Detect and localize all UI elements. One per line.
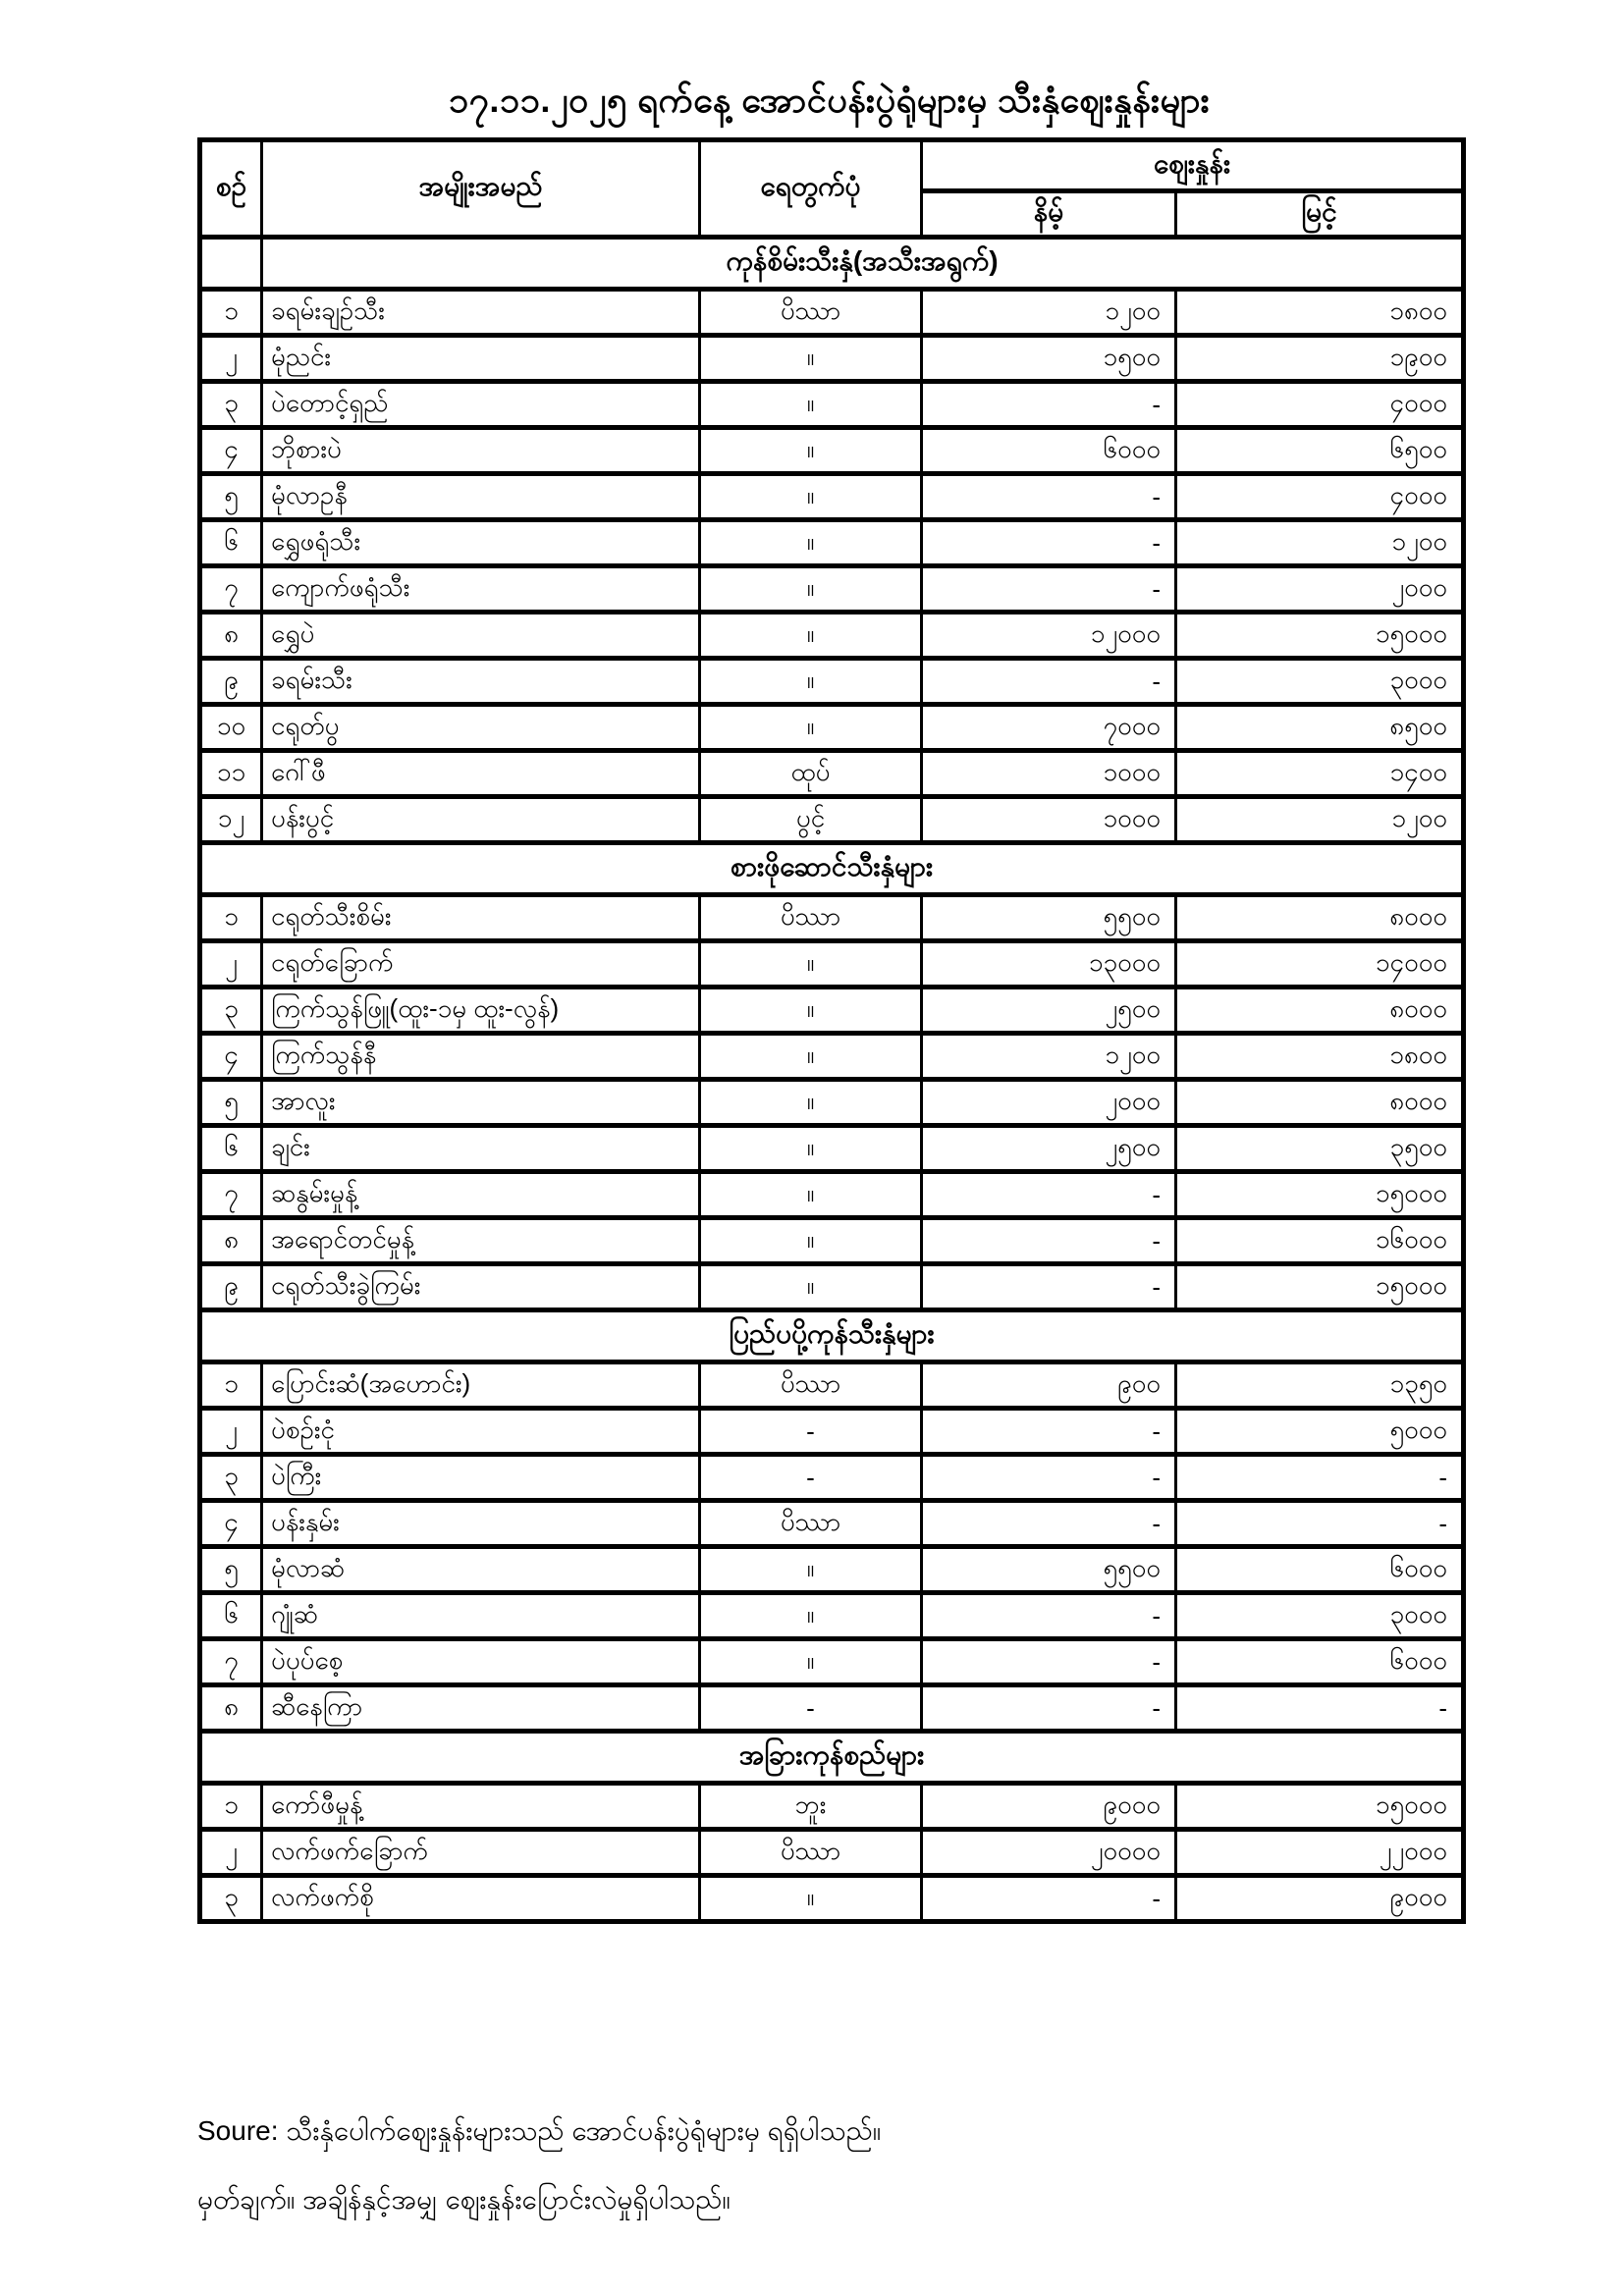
- table-row: [200, 797, 1464, 843]
- table-row: [200, 336, 1464, 382]
- col-header-low: နိမ့်: [922, 191, 1176, 238]
- table-row: [200, 474, 1464, 520]
- cell-item-name: ငရုတ်ပွ: [262, 705, 700, 751]
- cell-price-low: -: [922, 1264, 1176, 1310]
- cell-price-low: -: [922, 659, 1176, 705]
- cell-price-high: ၁၄၀၀: [1176, 751, 1464, 797]
- cell-serial: ၁၂: [200, 797, 262, 843]
- cell-price-low: -: [922, 1172, 1176, 1218]
- cell-price-high: ၁၅၀၀၀: [1176, 613, 1464, 659]
- cell-price-low: ၁၀၀၀: [922, 797, 1176, 843]
- cell-serial: ၄: [200, 1034, 262, 1080]
- table-row: [200, 895, 1464, 941]
- cell-serial: ၇: [200, 566, 262, 613]
- cell-price-high: ၆၀၀၀: [1176, 1639, 1464, 1685]
- cell-price-low: ၂၀၀၀: [922, 1080, 1176, 1126]
- cell-price-low: -: [922, 382, 1176, 428]
- cell-serial: ၆: [200, 1593, 262, 1639]
- cell-serial: ၈: [200, 613, 262, 659]
- col-header-unit: ရေတွက်ပုံ: [700, 140, 922, 238]
- cell-price-low: ၉၀၀၀: [922, 1784, 1176, 1830]
- cell-serial: ၃: [200, 1876, 262, 1922]
- cell-unit: ။: [700, 1218, 922, 1264]
- cell-price-low: -: [922, 1685, 1176, 1732]
- cell-serial: ၁၀: [200, 705, 262, 751]
- cell-price-low: ၅၅၀၀: [922, 1547, 1176, 1593]
- cell-unit: ။: [700, 705, 922, 751]
- cell-serial: ၈: [200, 1685, 262, 1732]
- cell-price-low: -: [922, 520, 1176, 566]
- cell-serial: ၁: [200, 1784, 262, 1830]
- cell-serial: ၂: [200, 941, 262, 988]
- page-title: ၁၇.၁၁.၂၀၂၅ ရက်နေ့ အောင်ပန်းပွဲရုံများမှ သီးနှံဈေးနှုန်းများ: [448, 80, 1211, 120]
- cell-serial: ၁၁: [200, 751, 262, 797]
- cell-serial: ၃: [200, 382, 262, 428]
- cell-price-low: ၁၂၀၀: [922, 1034, 1176, 1080]
- cell-unit: ။: [700, 613, 922, 659]
- cell-serial: ၂: [200, 336, 262, 382]
- cell-price-high: ၁၅၀၀၀: [1176, 1264, 1464, 1310]
- cell-price-low: ၆၀၀၀: [922, 428, 1176, 474]
- cell-price-high: ၉၀၀၀: [1176, 1876, 1464, 1922]
- cell-price-high: -: [1176, 1685, 1464, 1732]
- cell-serial: ၁: [200, 895, 262, 941]
- cell-price-high: ၁၅၀၀၀: [1176, 1172, 1464, 1218]
- cell-item-name: လက်ဖက်စို: [262, 1876, 700, 1922]
- cell-serial: ၆: [200, 1126, 262, 1172]
- cell-price-low: -: [922, 1409, 1176, 1455]
- cell-item-name: မုံလာဆံ: [262, 1547, 700, 1593]
- cell-serial: ၆: [200, 520, 262, 566]
- table-row: [200, 1547, 1464, 1593]
- cell-price-high: ၆၅၀၀: [1176, 428, 1464, 474]
- cell-unit: ။: [700, 941, 922, 988]
- cell-price-high: ၁၉၀၀: [1176, 336, 1464, 382]
- cell-item-name: ကြက်သွန်ဖြူ(ထူး-၁မှ ထူး-လွန်): [262, 988, 700, 1034]
- table-row: [200, 1409, 1464, 1455]
- cell-price-low: -: [922, 474, 1176, 520]
- cell-item-name: ရွှေပဲ: [262, 613, 700, 659]
- table-row: [200, 1685, 1464, 1732]
- cell-item-name: ကော်ဖီမှုန့်: [262, 1784, 700, 1830]
- cell-serial: ၉: [200, 1264, 262, 1310]
- table-row: [200, 290, 1464, 336]
- cell-serial: ၉: [200, 659, 262, 705]
- cell-unit: ။: [700, 1593, 922, 1639]
- cell-price-high: -: [1176, 1455, 1464, 1501]
- cell-unit: -: [700, 1455, 922, 1501]
- cell-price-high: ၅၀၀၀: [1176, 1409, 1464, 1455]
- col-header-high: မြင့်: [1176, 191, 1464, 238]
- table-row: [200, 1455, 1464, 1501]
- cell-item-name: ဂေါ်ဖီ: [262, 751, 700, 797]
- table-row: [200, 751, 1464, 797]
- table-row: [200, 705, 1464, 751]
- cell-item-name: ပဲစဉ်းငုံ: [262, 1409, 700, 1455]
- remark-note: မှတ်ချက်။ အချိန်နှင့်အမျှ ဈေးနှုန်းပြောင်းလဲမှုရှိပါသည်။: [197, 2184, 731, 2215]
- cell-unit: ပိဿာ: [700, 895, 922, 941]
- cell-unit: ။: [700, 1639, 922, 1685]
- cell-item-name: ငရုတ်သီးခွဲကြမ်း: [262, 1264, 700, 1310]
- cell-serial: ၅: [200, 1080, 262, 1126]
- cell-price-low: ၉၀၀: [922, 1362, 1176, 1409]
- table-row: [200, 520, 1464, 566]
- cell-price-low: ၂၅၀၀: [922, 988, 1176, 1034]
- table-row: [200, 566, 1464, 613]
- cell-unit: ။: [700, 1547, 922, 1593]
- cell-price-high: ၂၂၀၀၀: [1176, 1830, 1464, 1876]
- cell-item-name: မုံလာဥနီ: [262, 474, 700, 520]
- cell-serial: ၇: [200, 1639, 262, 1685]
- cell-serial: ၃: [200, 1455, 262, 1501]
- cell-unit: ပွင့်: [700, 797, 922, 843]
- section-empty-cell: [200, 238, 262, 290]
- cell-unit: ။: [700, 659, 922, 705]
- cell-item-name: ခရမ်းချဉ်သီး: [262, 290, 700, 336]
- table-row: [200, 1501, 1464, 1547]
- table-row: [200, 1362, 1464, 1409]
- cell-unit: -: [700, 1685, 922, 1732]
- cell-unit: ။: [700, 428, 922, 474]
- cell-price-high: ၂၀၀၀: [1176, 566, 1464, 613]
- cell-price-low: ၁၃၀၀၀: [922, 941, 1176, 988]
- table-row: [200, 1218, 1464, 1264]
- cell-unit: ထုပ်: [700, 751, 922, 797]
- cell-unit: ပိဿာ: [700, 1362, 922, 1409]
- cell-item-name: ပဲကြီး: [262, 1455, 700, 1501]
- table-row: [200, 1593, 1464, 1639]
- cell-price-high: ၆၀၀၀: [1176, 1547, 1464, 1593]
- cell-item-name: ချင်း: [262, 1126, 700, 1172]
- table-row: [200, 1264, 1464, 1310]
- cell-price-low: ၂၅၀၀: [922, 1126, 1176, 1172]
- table-row: [200, 428, 1464, 474]
- table-row: [200, 613, 1464, 659]
- cell-price-low: ၁၂၀၀၀: [922, 613, 1176, 659]
- cell-serial: ၃: [200, 988, 262, 1034]
- cell-unit: ပိဿာ: [700, 290, 922, 336]
- table-row: [200, 1126, 1464, 1172]
- cell-unit: ဘူး: [700, 1784, 922, 1830]
- cell-price-high: ၁၈၀၀: [1176, 1034, 1464, 1080]
- table-header: [200, 140, 1464, 238]
- section-row: [200, 1732, 1464, 1784]
- cell-item-name: ပဲပုပ်စေ့: [262, 1639, 700, 1685]
- source-note: Soure: သီးနှံပေါက်ဈေးနှုန်းများသည် အောင်ပန်းပွဲရုံများမှ ရရှိပါသည်။: [197, 2115, 882, 2146]
- cell-price-low: -: [922, 1218, 1176, 1264]
- cell-unit: ။: [700, 1264, 922, 1310]
- cell-unit: ။: [700, 520, 922, 566]
- cell-item-name: ဂျုံဆံ: [262, 1593, 700, 1639]
- cell-price-high: ၁၆၀၀၀: [1176, 1218, 1464, 1264]
- cell-price-high: ၁၅၀၀၀: [1176, 1784, 1464, 1830]
- section-header: ပြည်ပပို့ကုန်သီးနှံများ: [200, 1310, 1464, 1362]
- cell-serial: ၈: [200, 1218, 262, 1264]
- cell-unit: ။: [700, 1034, 922, 1080]
- table-row: [200, 941, 1464, 988]
- cell-item-name: ဆီနေကြာ: [262, 1685, 700, 1732]
- cell-price-high: ၃၀၀၀: [1176, 659, 1464, 705]
- cell-price-high: ၃၅၀၀: [1176, 1126, 1464, 1172]
- table-row: [200, 382, 1464, 428]
- table-row: [200, 1784, 1464, 1830]
- cell-item-name: အာလူး: [262, 1080, 700, 1126]
- cell-price-low: -: [922, 1639, 1176, 1685]
- cell-price-high: ၁၄၀၀၀: [1176, 941, 1464, 988]
- cell-item-name: ပဲတောင့်ရှည်: [262, 382, 700, 428]
- cell-serial: ၄: [200, 428, 262, 474]
- table-row: [200, 1034, 1464, 1080]
- cell-item-name: ပန်းနှမ်း: [262, 1501, 700, 1547]
- cell-unit: ။: [700, 1876, 922, 1922]
- table-row: [200, 1830, 1464, 1876]
- cell-unit: ပိဿာ: [700, 1501, 922, 1547]
- cell-price-high: ၁၂၀၀: [1176, 797, 1464, 843]
- col-header-price-group: ဈေးနှုန်း: [922, 140, 1464, 191]
- cell-unit: ။: [700, 336, 922, 382]
- cell-price-high: ၁၂၀၀: [1176, 520, 1464, 566]
- cell-price-high: ၁၃၅၀: [1176, 1362, 1464, 1409]
- cell-price-low: -: [922, 1455, 1176, 1501]
- cell-item-name: ကြက်သွန်နီ: [262, 1034, 700, 1080]
- table-row: [200, 988, 1464, 1034]
- cell-unit: ပိဿာ: [700, 1830, 922, 1876]
- cell-unit: ။: [700, 988, 922, 1034]
- cell-serial: ၂: [200, 1409, 262, 1455]
- cell-price-low: ၁၀၀၀: [922, 751, 1176, 797]
- cell-price-low: ၇၀၀၀: [922, 705, 1176, 751]
- section-row: [200, 843, 1464, 895]
- cell-price-high: ၈၀၀၀: [1176, 895, 1464, 941]
- cell-price-low: ၁၅၀၀: [922, 336, 1176, 382]
- cell-unit: ။: [700, 566, 922, 613]
- cell-unit: -: [700, 1409, 922, 1455]
- cell-serial: ၄: [200, 1501, 262, 1547]
- cell-price-high: ၄၀၀၀: [1176, 474, 1464, 520]
- cell-item-name: ကျောက်ဖရုံသီး: [262, 566, 700, 613]
- table-body: [200, 238, 1464, 1922]
- cell-item-name: ငရုတ်သီးစိမ်း: [262, 895, 700, 941]
- cell-price-low: -: [922, 1501, 1176, 1547]
- cell-item-name: ပန်းပွင့်: [262, 797, 700, 843]
- table-row: [200, 1639, 1464, 1685]
- cell-item-name: ခရမ်းသီး: [262, 659, 700, 705]
- cell-unit: ။: [700, 1126, 922, 1172]
- section-header: အခြားကုန်စည်များ: [200, 1732, 1464, 1784]
- cell-price-low: ၁၂၀၀: [922, 290, 1176, 336]
- section-header: ကုန်စိမ်းသီးနှံ(အသီးအရွက်): [262, 238, 1464, 290]
- cell-unit: ။: [700, 1172, 922, 1218]
- table-row: [200, 1080, 1464, 1126]
- cell-price-high: ၈၅၀၀: [1176, 705, 1464, 751]
- cell-item-name: အရောင်တင်မှုန့်: [262, 1218, 700, 1264]
- col-header-no: စဉ်: [200, 140, 262, 238]
- cell-item-name: ငရုတ်ခြောက်: [262, 941, 700, 988]
- cell-item-name: လက်ဖက်ခြောက်: [262, 1830, 700, 1876]
- cell-price-low: -: [922, 566, 1176, 613]
- cell-price-low: -: [922, 1876, 1176, 1922]
- cell-price-high: ၃၀၀၀: [1176, 1593, 1464, 1639]
- cell-serial: ၅: [200, 474, 262, 520]
- cell-serial: ၂: [200, 1830, 262, 1876]
- cell-price-high: ၈၀၀၀: [1176, 1080, 1464, 1126]
- cell-serial: ၁: [200, 1362, 262, 1409]
- cell-unit: ။: [700, 382, 922, 428]
- cell-price-low: -: [922, 1593, 1176, 1639]
- section-row: [200, 1310, 1464, 1362]
- cell-serial: ၇: [200, 1172, 262, 1218]
- cell-unit: ။: [700, 1080, 922, 1126]
- col-header-name: အမျိုးအမည်: [262, 140, 700, 238]
- cell-price-low: ၂၀၀၀၀: [922, 1830, 1176, 1876]
- cell-price-high: ၄၀၀၀: [1176, 382, 1464, 428]
- cell-price-high: ၁၈၀၀: [1176, 290, 1464, 336]
- table-row: [200, 659, 1464, 705]
- cell-price-low: ၅၅၀၀: [922, 895, 1176, 941]
- cell-item-name: ရွှေဖရုံသီး: [262, 520, 700, 566]
- commodity-price-table: [197, 137, 1466, 1924]
- cell-serial: ၁: [200, 290, 262, 336]
- cell-item-name: ဘိုစားပဲ: [262, 428, 700, 474]
- section-header: စားဖိုဆောင်သီးနှံများ: [200, 843, 1464, 895]
- section-row: [200, 238, 1464, 290]
- cell-price-high: ၈၀၀၀: [1176, 988, 1464, 1034]
- cell-item-name: ဆနွမ်းမှုန့်: [262, 1172, 700, 1218]
- cell-item-name: မုံညင်း: [262, 336, 700, 382]
- cell-item-name: ပြောင်းဆံ(အဟောင်း): [262, 1362, 700, 1409]
- table-row: [200, 1172, 1464, 1218]
- table-row: [200, 1876, 1464, 1922]
- cell-serial: ၅: [200, 1547, 262, 1593]
- cell-unit: ။: [700, 474, 922, 520]
- cell-price-high: -: [1176, 1501, 1464, 1547]
